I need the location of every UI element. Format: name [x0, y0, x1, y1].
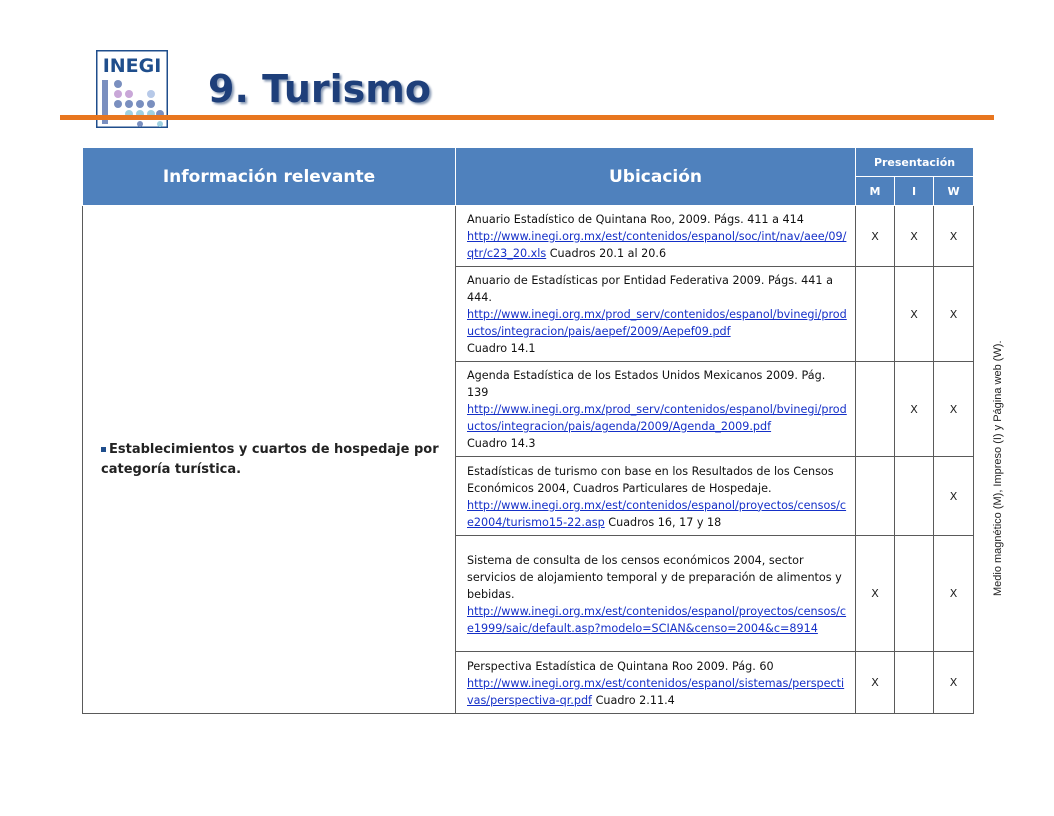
table-row — [83, 206, 974, 267]
source-link[interactable]: http://www.inegi.org.mx/prod_serv/contenidos/espanol/bvinegi/productos/integracion/pais/aepef/2009/Aepef09.pdf — [467, 308, 847, 338]
mark-w: X — [934, 652, 974, 714]
mark-m — [856, 362, 895, 457]
col-header-ubicacion: Ubicación — [456, 148, 856, 206]
mark-m: X — [856, 206, 895, 267]
title-rule — [60, 115, 994, 120]
mark-i — [895, 536, 934, 652]
mark-m: X — [856, 652, 895, 714]
info-cell — [83, 206, 456, 714]
mark-w: X — [934, 457, 974, 536]
mark-w: X — [934, 536, 974, 652]
mark-i: X — [895, 362, 934, 457]
ubicacion-cell: Estadísticas de turismo con base en los Resultados de los Censos Económicos 2004, Cuadros Particulares de Hospedaje. http://www.inegi.org.mx/est/contenidos/espanol/proyectos/censos/ce2004/turismo15-22.asp Cuadros 16, 17 y 18 — [456, 457, 856, 536]
mark-m — [856, 457, 895, 536]
source-link[interactable]: http://www.inegi.org.mx/est/contenidos/espanol/proyectos/censos/ce1999/saic/default.asp?modelo=SCIAN&censo=2004&c=8914 — [467, 604, 847, 635]
mark-w: X — [934, 362, 974, 457]
bullet-icon — [101, 447, 106, 452]
col-header-m: M — [856, 177, 895, 206]
page-title: 9. Turismo — [208, 67, 431, 111]
col-header-info: Información relevante — [83, 148, 456, 206]
ubicacion-cell: Anuario Estadístico de Quintana Roo, 2009. Págs. 411 a 414 http://www.inegi.org.mx/est/contenidos/espanol/soc/int/nav/aee/09/qtr/c23_20.xls Cuadros 20.1 al 20.6 — [456, 206, 856, 267]
ubicacion-cell: Sistema de consulta de los censos económicos 2004, sector servicios de alojamiento temporal y de preparación de alimentos y bebidas. http://www.inegi.org.mx/est/contenidos/espanol/proyectos/censos/ce1999/saic/default.asp?modelo=SCIAN&censo=2004&c=8914 — [456, 536, 856, 652]
mark-i: X — [895, 206, 934, 267]
source-link[interactable]: http://www.inegi.org.mx/est/contenidos/espanol/soc/int/nav/aee/09/qtr/c23_20.xls — [467, 230, 847, 260]
mark-m: X — [856, 536, 895, 652]
mark-w: X — [934, 267, 974, 362]
source-link[interactable]: http://www.inegi.org.mx/est/contenidos/espanol/proyectos/censos/ce2004/turismo15-22.asp — [467, 498, 847, 529]
info-text: Establecimientos y cuartos de hospedaje por categoría turística. — [101, 441, 439, 477]
mark-i — [895, 652, 934, 714]
ubicacion-cell: Perspectiva Estadística de Quintana Roo 2009. Pág. 60 http://www.inegi.org.mx/est/contenidos/espanol/sistemas/perspectivas/perspectiva-qr.pdf Cuadro 2.11.4 — [456, 652, 856, 714]
source-link[interactable]: http://www.inegi.org.mx/prod_serv/contenidos/espanol/bvinegi/productos/integracion/pais/agenda/2009/Agenda_2009.pdf — [467, 403, 847, 433]
mark-m — [856, 267, 895, 362]
mark-i: X — [895, 267, 934, 362]
mark-w: X — [934, 206, 974, 267]
source-link[interactable]: http://www.inegi.org.mx/est/contenidos/espanol/sistemas/perspectivas/perspectiva-qr.pdf — [467, 676, 845, 707]
col-header-w: W — [934, 177, 974, 206]
mark-i — [895, 457, 934, 536]
col-header-i: I — [895, 177, 934, 206]
presentation-legend: Medio magnético (M), Impreso (I) y Página web (W). — [992, 340, 1004, 596]
ubicacion-cell: Agenda Estadística de los Estados Unidos Mexicanos 2009. Pág. 139 http://www.inegi.org.mx/prod_serv/contenidos/espanol/bvinegi/productos/integracion/pais/agenda/2009/Agenda_2009.pdf Cuadro 14.3 — [456, 362, 856, 457]
logo-text: INEGI — [102, 55, 162, 77]
ubicacion-cell: Anuario de Estadísticas por Entidad Federativa 2009. Págs. 441 a 444. http://www.inegi.org.mx/prod_serv/contenidos/espanol/bvinegi/productos/integracion/pais/aepef/2009/Aepef09.pdf Cuadro 14.1 — [456, 267, 856, 362]
col-header-presentacion: Presentación — [856, 148, 974, 177]
turismo-table — [82, 147, 974, 714]
